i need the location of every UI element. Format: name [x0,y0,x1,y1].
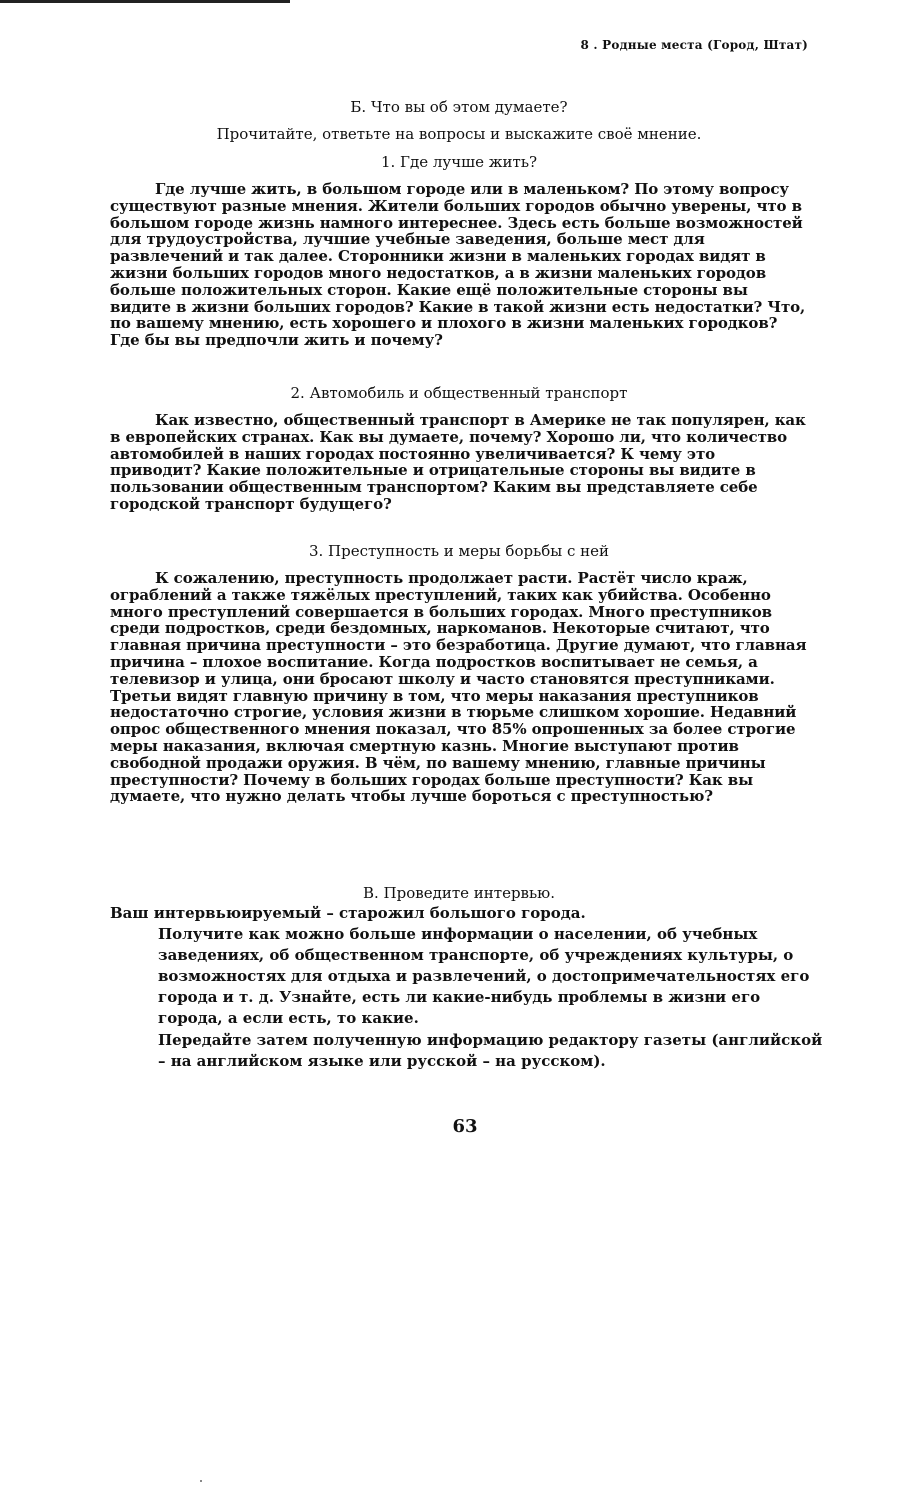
top-rule [0,0,290,3]
task-line: Получите как можно больше информации о населении, об учебных [158,925,758,943]
section-v-intro: Ваш интервьюируемый – старожил большого города. [110,904,586,922]
running-header: 8 . Родные места (Город, Штат) [580,38,808,52]
final-line: – на английском языке или русской – на русском). [158,1052,606,1070]
final-line: Передайте затем полученную информацию редактору газеты (английской [158,1031,823,1049]
topic-1-text: Где лучше жить, в большом городе или в маленьком? По этому вопросу существуют разные мнения. Жители больших городов обычно уверены, что в большом городе жизнь намного интереснее. Здесь есть больше возможностей для трудоустройства, лучшие учебные заведения, больше мест для развлечений и так далее. Сторонники жизни в маленьких городах видят в жизни больших городов много недостатков, а в жизни маленьких городов больше положительных сторон. Какие ещё положительные стороны вы видите в жизни больших городов? Какие в такой жизни есть недостатки? Что, по вашему мнению, есть хорошего и плохого в жизни маленьких городков? Где бы вы предпочли жить и почему? [110,180,806,350]
section-b-instruction: Прочитайте, ответьте на вопросы и выскажите своё мнение. [216,125,702,143]
page-number: 63 [452,1116,478,1137]
task-line: заведениях, об общественном транспорте, об учреждениях культуры, о [158,946,794,964]
scan-speck [200,1480,202,1482]
task-line: города, а если есть, то какие. [158,1009,419,1027]
section-v-title: В. Проведите интервью. [363,884,555,902]
task-line: возможностях для отдыха и развлечений, о достопримечательностях его [158,967,810,985]
topic-2-title: 2. Автомобиль и общественный транспорт [290,384,628,402]
section-b-title: Б. Что вы об этом думаете? [350,98,568,116]
topic-1-title: 1. Где лучше жить? [380,153,538,171]
task-line: города и т. д. Узнайте, есть ли какие-нибудь проблемы в жизни его [158,988,761,1006]
topic-3-text: К сожалению, преступность продолжает расти. Растёт число краж, ограблений а также тяжёлых преступлений, таких как убийства. Особенно много преступлений совершается в больших городах. Много преступников среди подростков, среди бездомных, наркоманов. Некоторые считают, что главная причина преступности – это безработица. Другие думают, что главная причина – плохое воспитание. Когда подростков воспитывает не семья, а телевизор и улица, они бросают школу и часто становятся преступниками. Третьи видят главную причину в том, что меры наказания преступников недостаточно строгие, условия жизни в тюрьме слишком хорошие. Недавний опрос общественного мнения показал, что 85% опрошенных за более строгие меры наказания, включая смертную казнь. Многие выступают против свободной продажи оружия. В чём, по вашему мнению, главные причины преступности? Почему в больших городах больше преступности? Как вы думаете, что нужно делать чтобы лучше бороться с преступностью? [110,569,807,806]
topic-2-text: Как известно, общественный транспорт в Америке не так популярен, как в европейских странах. Как вы думаете, почему? Хорошо ли, что количество автомобилей в наших городах постоянно увеличивается? К чему это приводит? Какие положительные и отрицательные стороны вы видите в пользовании общественным транспортом? Каким вы представляете себе городской транспорт будущего? [110,411,806,513]
topic-3-title: 3. Преступность и меры борьбы с ней [308,542,610,560]
